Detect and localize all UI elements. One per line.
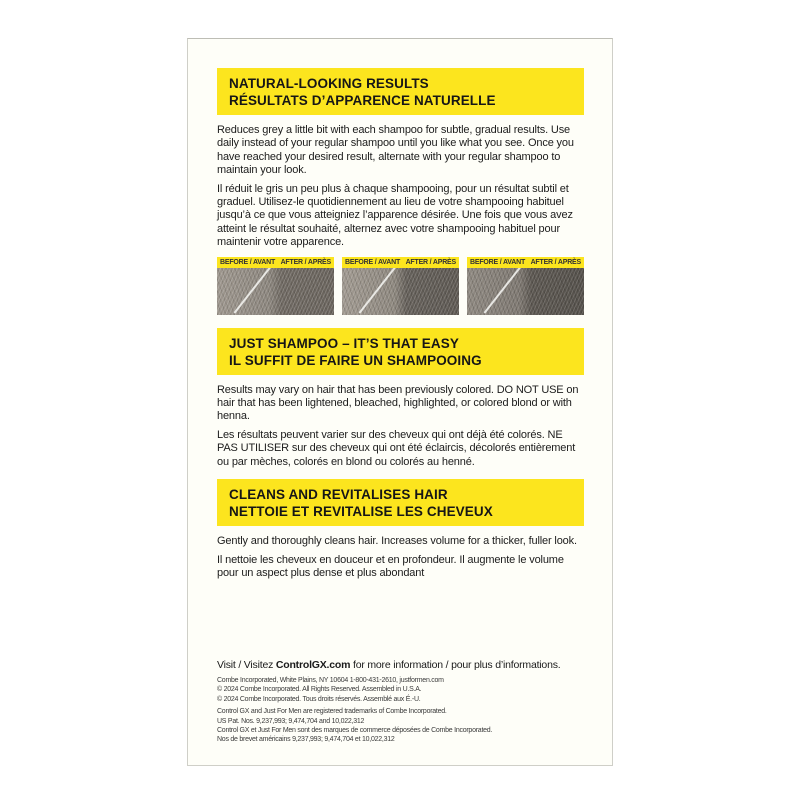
hair-photo bbox=[467, 268, 584, 315]
visit-suffix: for more information / pour plus d’informations. bbox=[350, 659, 561, 671]
visit-line bbox=[217, 659, 597, 672]
body-text-en: Reduces grey a little bit with each shampoo for subtle, gradual results. Use daily instead of your regular shampoo until you like what you see. Once you have reached your desired result, alternate with your regular shampoo to maintain your look. bbox=[217, 124, 574, 177]
body-text-fr: Les résultats peuvent varier sur des cheveux qui ont déjà été colorés. NE PAS UTILISER sur des cheveux qui ont été éclaircis, décolorés entièrement ou par mèches, colorés en blond ou colorés au henné. bbox=[217, 428, 576, 468]
photo-label bbox=[217, 257, 334, 268]
body-text-fr: Il réduit le gris un peu plus à chaque shampooing, pour un résultat subtil et graduel. Utilisez-le quotidiennement au lieu de votre shampooing habituel jusqu’à ce que vous atteigniez l’apparence désirée. Une fois que vous avez atteint le résultat souhaité, alternez avec votre shampooing habituel pour maintenir votre apparence. bbox=[217, 182, 573, 249]
after-label: AFTER / APRÈS bbox=[280, 258, 331, 266]
before-after-photo bbox=[467, 257, 584, 315]
visit-prefix: Visit / Visitez bbox=[217, 659, 276, 671]
hair-photo bbox=[217, 268, 334, 315]
section-body-cleans-revitalises bbox=[217, 535, 584, 580]
photo-label bbox=[342, 257, 459, 268]
body-text-en: Gently and thoroughly cleans hair. Increases volume for a thicker, fuller look. bbox=[217, 535, 577, 548]
section-banner-just-shampoo bbox=[217, 328, 584, 375]
trademark-fr: Control GX et Just For Men sont des marques de commerce déposées de Combe Incorporated. bbox=[217, 727, 493, 735]
after-label: AFTER / APRÈS bbox=[405, 258, 456, 266]
photo-label bbox=[467, 257, 584, 268]
body-text-fr: Il nettoie les cheveux en douceur et en profondeur. Il augmente le volume pour un aspect plus dense et plus abondant bbox=[217, 553, 564, 579]
patent-fr: Nos de brevet américains 9,237,993; 9,474,704 et 10,022,312 bbox=[217, 736, 395, 744]
before-after-photo bbox=[342, 257, 459, 315]
banner-title-fr: RÉSULTATS D’APPARENCE NATURELLE bbox=[229, 93, 496, 108]
before-label: BEFORE / AVANT bbox=[345, 258, 401, 266]
copyright-en: © 2024 Combe Incorporated. All Rights Reserved. Assembled in U.S.A. bbox=[217, 686, 422, 694]
before-after-photos bbox=[217, 257, 584, 315]
banner-title-fr: NETTOIE ET REVITALISE LES CHEVEUX bbox=[229, 504, 493, 520]
website-link[interactable]: ControlGX.com bbox=[275, 659, 351, 671]
before-label: BEFORE / AVANT bbox=[470, 258, 526, 266]
section-body-just-shampoo bbox=[217, 384, 584, 469]
section-body-natural-results bbox=[217, 124, 584, 250]
content-column bbox=[217, 68, 584, 580]
section-banner-natural-results bbox=[217, 68, 584, 115]
before-after-photo bbox=[217, 257, 334, 315]
hair-photo bbox=[342, 268, 459, 315]
copyright-fr: © 2024 Combe Incorporated. Tous droits réservés. Assemblé aux É.-U. bbox=[217, 695, 421, 703]
trademark-en: Control GX and Just For Men are registered trademarks of Combe Incorporated. bbox=[217, 708, 447, 716]
banner-title-en: JUST SHAMPOO – IT’S THAT EASY bbox=[229, 335, 459, 351]
banner-title-fr: IL SUFFIT DE FAIRE UN SHAMPOOING bbox=[229, 352, 482, 368]
banner-title-en: CLEANS AND REVITALISES HAIR bbox=[229, 487, 448, 503]
banner-title-en: NATURAL-LOOKING RESULTS bbox=[229, 76, 429, 91]
package-back-panel bbox=[187, 38, 613, 766]
company-address: Combe Incorporated, White Plains, NY 10604 1-800-431-2610, justformen.com bbox=[217, 677, 444, 684]
after-label: AFTER / APRÈS bbox=[530, 258, 581, 266]
legal-footer bbox=[217, 659, 597, 745]
before-label: BEFORE / AVANT bbox=[220, 258, 276, 266]
patent-en: US Pat. Nos. 9,237,993; 9,474,704 and 10,022,312 bbox=[217, 717, 365, 725]
section-banner-cleans-revitalises bbox=[217, 479, 584, 526]
body-text-en: Results may vary on hair that has been previously colored. DO NOT USE on hair that has been lightened, bleached, highlighted, or colored blond or with henna. bbox=[217, 383, 579, 423]
